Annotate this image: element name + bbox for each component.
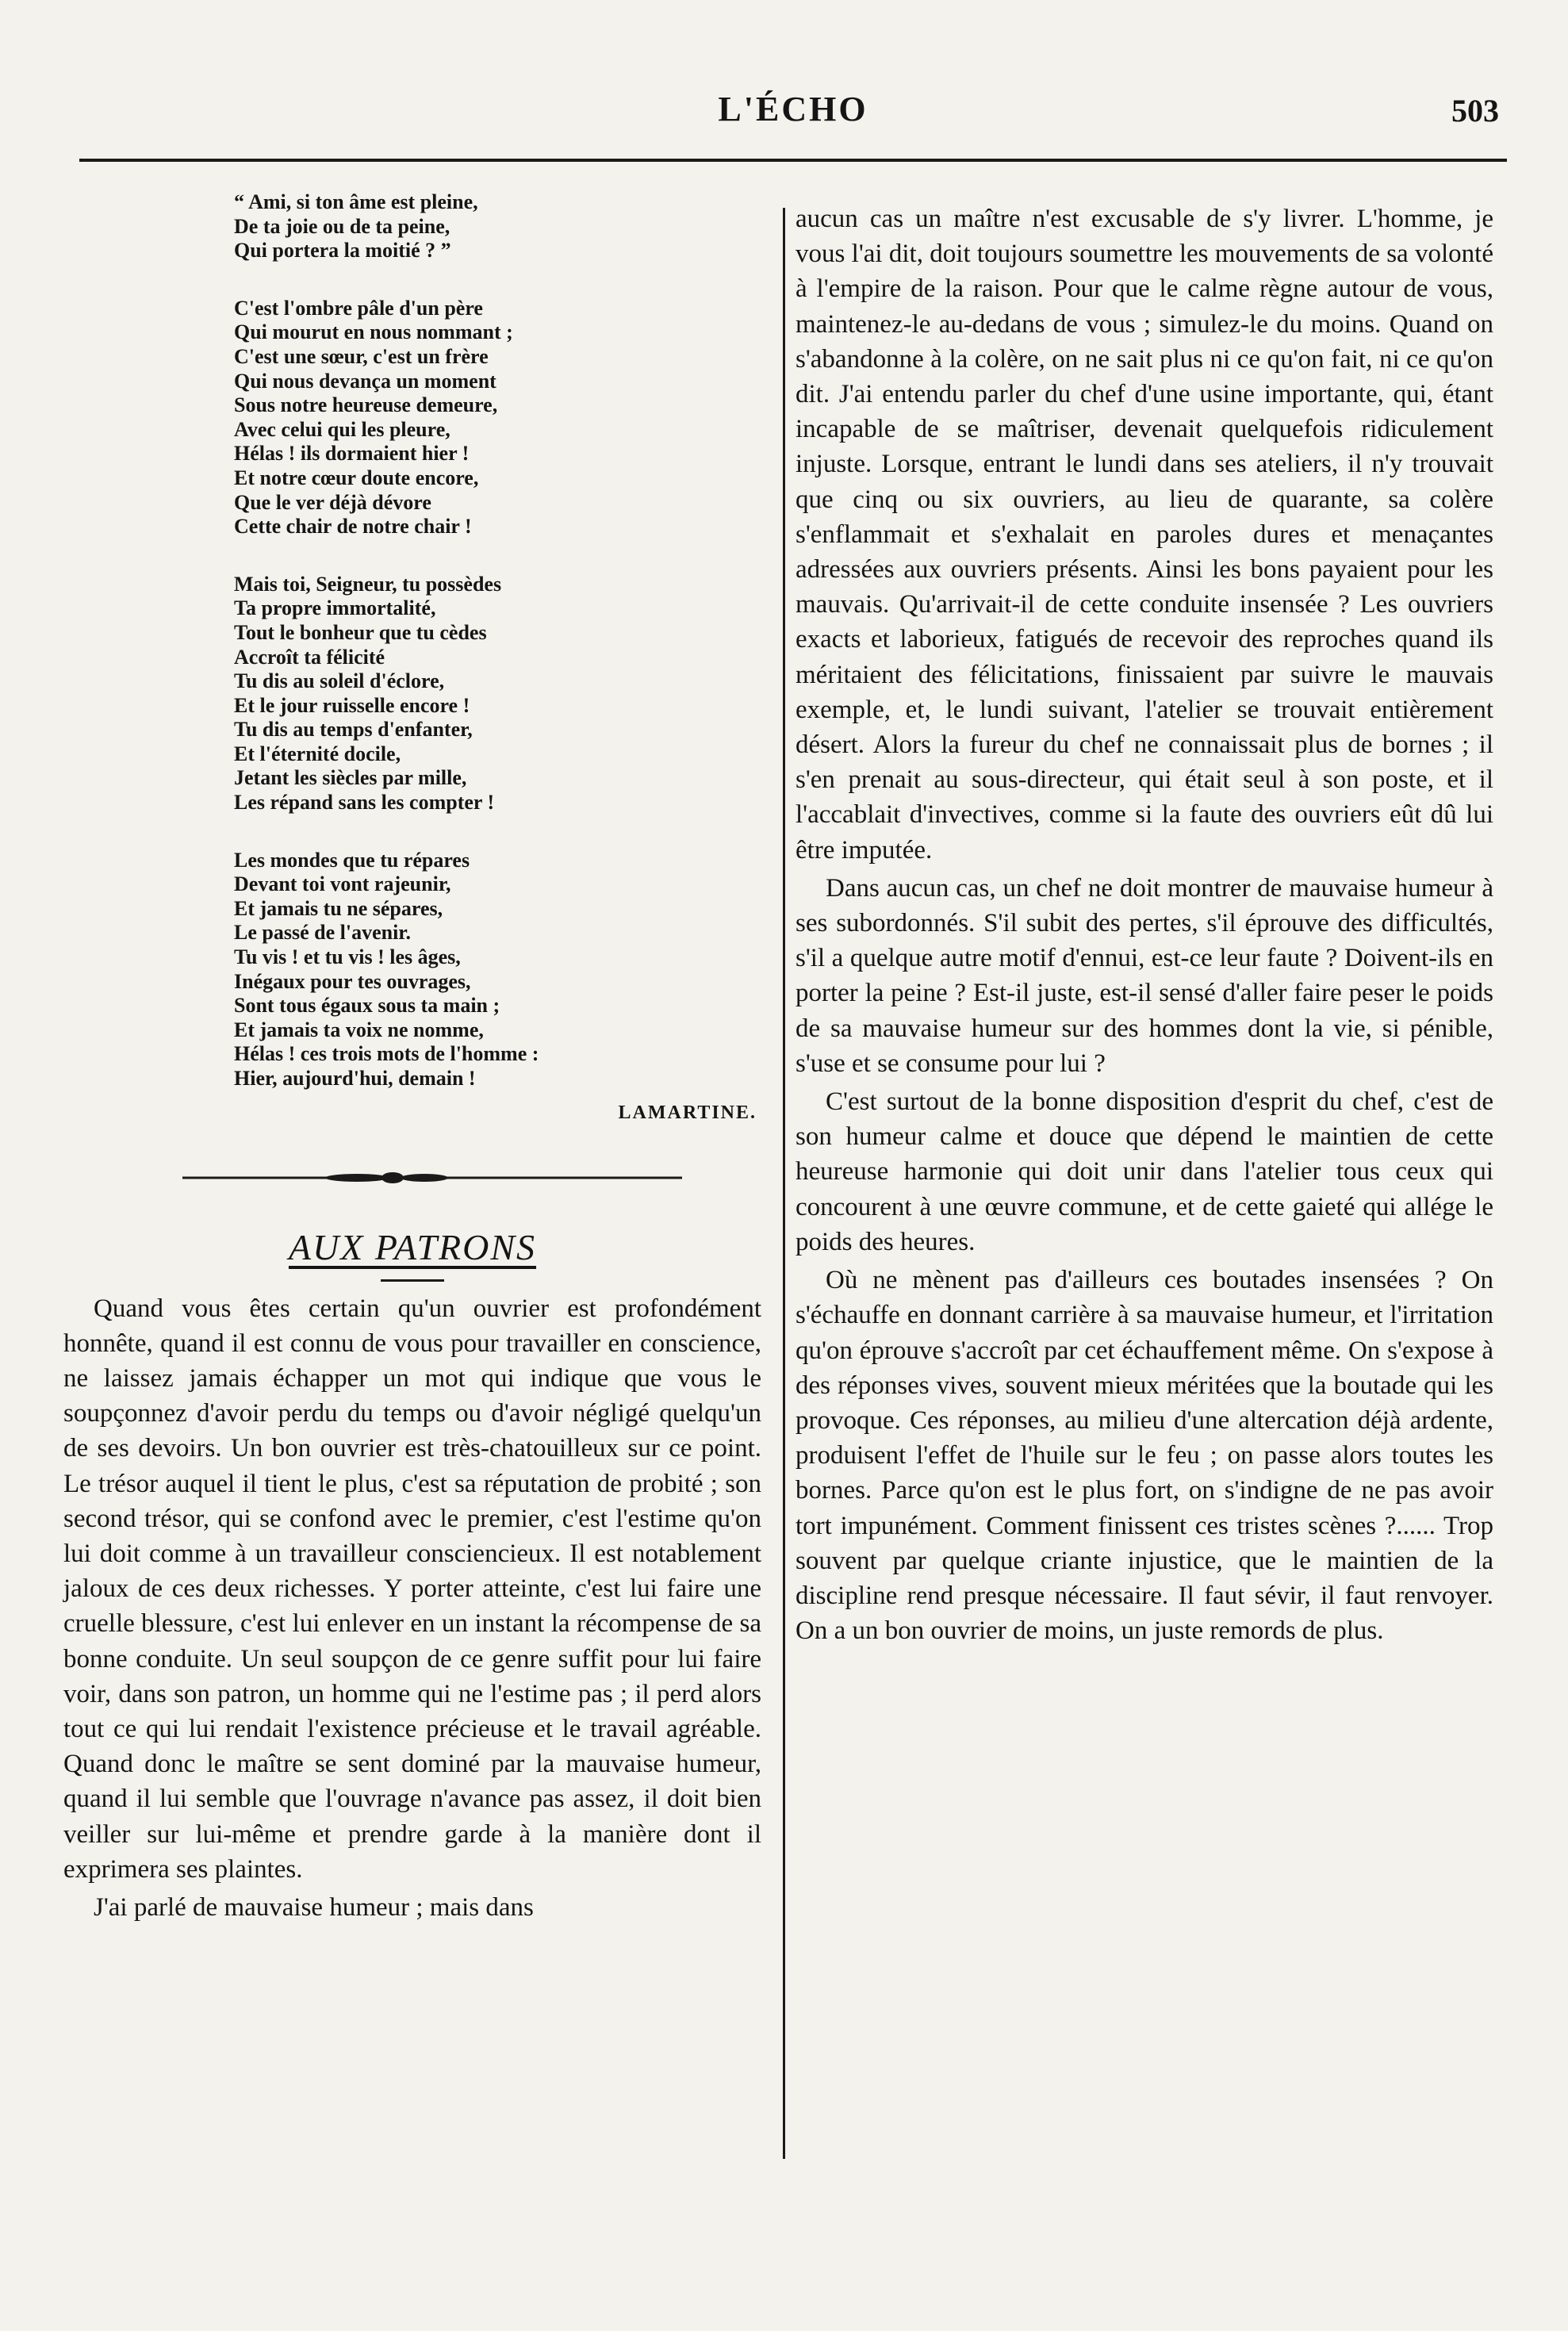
poem-line: Tout le bonheur que tu cèdes <box>234 620 487 644</box>
article-title: AUX PATRONS <box>288 1226 537 1267</box>
poem-stanza <box>234 849 678 1091</box>
poem-line: Tu vis ! et tu vis ! les âges, <box>234 945 461 969</box>
poem-line: “ Ami, si ton âme est pleine, <box>234 190 478 213</box>
poem-line: Et le jour ruisselle encore ! <box>234 693 470 717</box>
header-rule <box>79 159 1507 162</box>
poem-line: Mais toi, Seigneur, tu possèdes <box>234 572 502 596</box>
poem-line: Tu dis au soleil d'éclore, <box>234 669 445 693</box>
paragraph: Dans aucun cas, un chef ne doit montrer de mauvaise humeur à ses subordonnés. S'il subit des pertes, s'il éprouve des difficultés, s'il a quelque autre motif d'ennui, est-ce leur faute ? Doivent-ils en porter la peine ? Est-il juste, est-il sensé d'aller faire peser le poids de sa mauvaise humeur sur des hommes dont la vie, si pénible, s'use et se consume pour lui ? <box>796 873 1493 1078</box>
poem-line: Et l'éternité docile, <box>234 742 401 765</box>
poem-line: Sous notre heureuse demeure, <box>234 393 498 417</box>
poem <box>234 190 678 1091</box>
poem-line: Jetant les siècles par mille, <box>234 766 467 790</box>
article-body-left <box>63 1291 761 1926</box>
poem-line: Le passé de l'avenir. <box>234 921 411 945</box>
poem-line: Qui portera la moitié ? ” <box>234 239 451 263</box>
paragraph: Où ne mènent pas d'ailleurs ces boutades insensées ? On s'échauffe en donnant carrière à sa mauvaise humeur, et l'irritation qu'on éprouve s'accroît par cet échauffement même. On s'expose à des réponses vives, souvent mieux méritées que la boutade qui les provoque. Ces réponses, au milieu d'une altercation déjà ardente, produisent l'effet de l'huile sur le feu ; on passe alors toutes les bornes. Parce qu'on est le plus fort, on s'indigne de ne pas avoir tort impunément. Comment finissent ces tristes scènes ?...... Trop souvent par quelque criante injustice, que le maintien de la discipline rend presque nécessaire. Il faut sévir, il faut renvoyer. On a un bon ouvrier de moins, un juste remords de plus. <box>796 1266 1493 1646</box>
poem-line: Hier, aujourd'hui, demain ! <box>234 1067 476 1090</box>
poem-line: Et jamais ta voix ne nomme, <box>234 1018 484 1041</box>
poem-line: Tu dis au temps d'enfanter, <box>234 718 473 742</box>
poem-stanza <box>234 573 678 815</box>
column-divider <box>783 208 785 2159</box>
poem-line: Devant toi vont rajeunir, <box>234 872 451 896</box>
poem-line: Avec celui qui les pleure, <box>234 417 450 441</box>
article-body-right <box>796 201 1493 1648</box>
paragraph: aucun cas un maître n'est excusable de s'y livrer. L'homme, je vous l'ai dit, doit toujours soumettre les mouvements de sa volonté à l'empire de la raison. Pour que le calme règne autour de vous, maintenez-le au-dedans de vous ; simulez-le du moins. Quand on s'abandonne à la colère, on ne sait plus ni ce qu'on fait, ni ce qu'on dit. J'ai entendu parler du chef d'une usine importante, qui, étant incapable de se maîtriser, devenait quelquefois ridiculement injuste. Lorsque, entrant le lundi dans ses ateliers, il n'y trouvait que cinq ou six ouvriers, au lieu de quarante, sa colère s'enflammait et s'exhalait en paroles dures et menaçantes adressées aux ouvriers présents. Ainsi les bons payaient pour les mauvais. Qu'arrivait-il de cette conduite insensée ? Les ouvriers exacts et laborieux, fatigués de recevoir des reproches quand ils méritaient des félicitations, finissaient par suivre le mauvais exemple, et, le lundi suivant, l'atelier se trouvait entièrement désert. Alors la fureur du chef ne connaissait plus de bornes ; il s'en prenait au sous-directeur, qui était seul à son poste, et il l'accablait d'invectives, comme si la faute des ouvriers eût dû lui être imputée. <box>796 205 1493 865</box>
right-column <box>796 201 1493 1651</box>
left-column <box>63 190 761 1928</box>
poem-line: Et notre cœur doute encore, <box>234 466 479 489</box>
poem-line: Et jamais tu ne sépares, <box>234 896 443 920</box>
poem-line: Qui mourut en nous nommant ; <box>234 320 513 344</box>
paragraph: Quand vous êtes certain qu'un ouvrier est profondément honnête, quand il est connu de vous pour travailler en conscience, ne laissez jamais échapper un mot qui indique que vous le soupçonnez d'avoir perdu du temps ou d'avoir négligé quelqu'un de ses devoirs. Un bon ouvrier est très-chatouilleux sur ce point. Le trésor auquel il tient le plus, c'est sa réputation de probité ; son second trésor, qui se confond avec le premier, c'est l'estime qu'on lui doit comme à un travailleur consciencieux. Il est notablement jaloux de ces deux richesses. Y porter atteinte, c'est lui faire une cruelle blessure, c'est lui enlever en un instant la récompense de sa bonne conduite. Un seul soupçon de ce genre suffit pour lui faire voir, dans son patron, un homme qui ne l'estime pas ; il perd alors tout ce qui lui rendait l'existence précieuse et le travail agréable. Quand donc le maître se sent dominé par la mauvaise humeur, quand il lui semble que l'ouvrage n'avance pas assez, il doit bien veiller sur lui-même et prendre garde à la manière dont il exprimera ses plaintes. <box>63 1294 761 1884</box>
poem-stanza <box>234 190 678 263</box>
title-rule <box>381 1279 444 1282</box>
poem-line: Que le ver déjà dévore <box>234 490 431 514</box>
poem-line: C'est une sœur, c'est un frère <box>234 344 489 368</box>
poem-line: Cette chair de notre chair ! <box>234 515 472 539</box>
page-number: 503 <box>1451 93 1499 128</box>
poem-line: Hélas ! ils dormaient hier ! <box>234 442 470 466</box>
poem-line: Qui nous devança un moment <box>234 369 496 393</box>
poem-line: Ta propre immortalité, <box>234 596 436 620</box>
poem-line: Accroît ta félicité <box>234 645 385 669</box>
paragraph: J'ai parlé de mauvaise humeur ; mais dans <box>94 1893 534 1923</box>
poem-author: LAMARTINE. <box>618 1102 757 1123</box>
ornamental-divider <box>182 1170 682 1186</box>
poem-line: Les répand sans les compter ! <box>234 791 495 815</box>
poem-line: Sont tous égaux sous ta main ; <box>234 994 500 1018</box>
journal-title: L'ÉCHO <box>718 90 868 128</box>
poem-line: C'est l'ombre pâle d'un père <box>234 296 483 320</box>
poem-stanza <box>234 297 678 539</box>
poem-line: De ta joie ou de ta peine, <box>234 214 450 238</box>
poem-line: Inégaux pour tes ouvrages, <box>234 969 471 993</box>
poem-line: Hélas ! ces trois mots de l'homme : <box>234 1042 539 1066</box>
page-header <box>79 89 1507 136</box>
poem-line: Les mondes que tu répares <box>234 848 470 872</box>
paragraph: C'est surtout de la bonne disposition d'esprit du chef, c'est de son humeur calme et douce que dépend le maintien de cette heureuse harmonie qui doit unir dans l'atelier tous ceux qui concourent à une œuvre commune, et de cette gaieté qui allége le poids des heures. <box>796 1087 1493 1256</box>
